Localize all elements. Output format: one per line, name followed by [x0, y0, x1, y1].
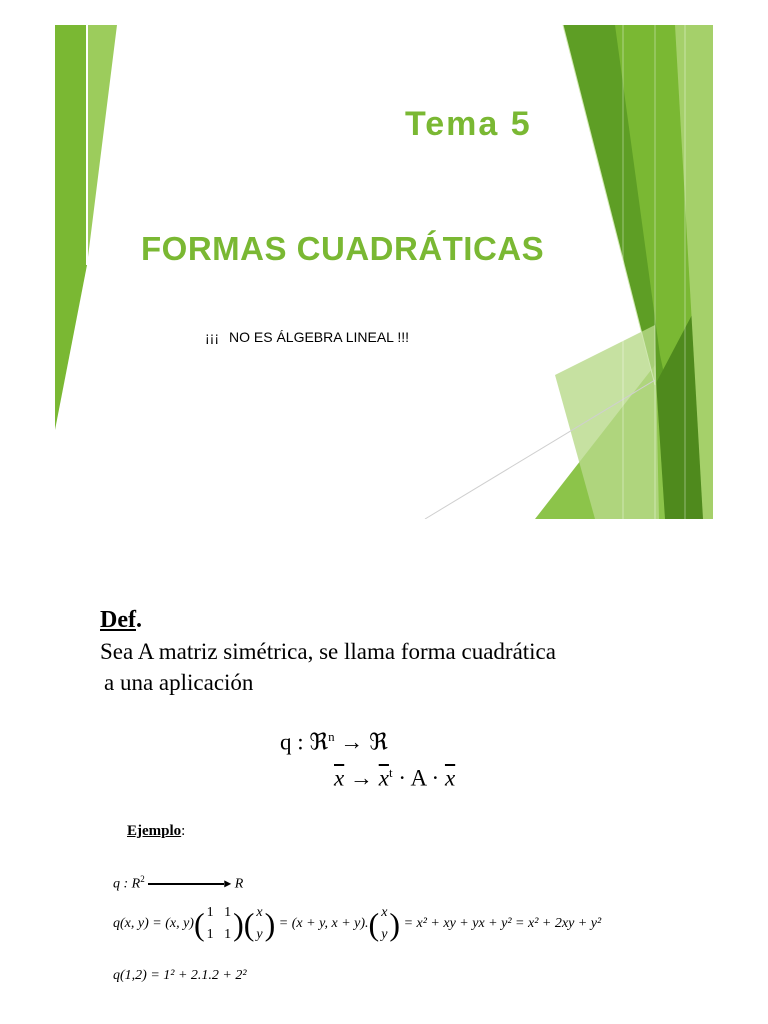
- example-expansion: q(x, y) = (x, y)( 1 1 1 1)( x y) = (x + y, x + y).( x y) = x² + xy + yx + y² = x² + 2xy + y²: [113, 902, 601, 946]
- vector-2: x y: [381, 905, 388, 942]
- definition-line-2: a una aplicación: [104, 670, 254, 695]
- subtitle-text: NO ES ÁLGEBRA LINEAL !!!: [229, 329, 409, 345]
- long-arrow: [148, 883, 224, 885]
- slide-subtitle: [205, 329, 409, 345]
- title-slide: [55, 25, 713, 519]
- map-formula: q : ℜ$^n$ → ℜ: [280, 729, 388, 755]
- left-wedge-light: [87, 25, 117, 265]
- rule-formula: $\overline{x} \to \overline{x}^t \cdot A \cdot \overline{x}$: [334, 765, 456, 791]
- vector: x y: [256, 905, 263, 942]
- definition-heading: Def.: [100, 607, 142, 633]
- definition-line-1: Sea A matriz simétrica, se llama forma cuadrática: [100, 639, 556, 664]
- example-evaluation: q(1,2) = 1² + 2.1.2 + 2²: [113, 968, 247, 983]
- example-heading: Ejemplo:: [127, 823, 186, 839]
- matrix: 1 1 1 1: [206, 905, 232, 942]
- slide-title: FORMAS CUADRÁTICAS: [141, 230, 545, 267]
- slide-heading: Tema 5: [405, 105, 532, 143]
- subtitle-prefix: ¡¡¡: [205, 329, 219, 345]
- example-map: q : $R^2$ ▸ R: [113, 874, 244, 892]
- left-wedge: [55, 25, 87, 430]
- green-decoration: [55, 25, 713, 519]
